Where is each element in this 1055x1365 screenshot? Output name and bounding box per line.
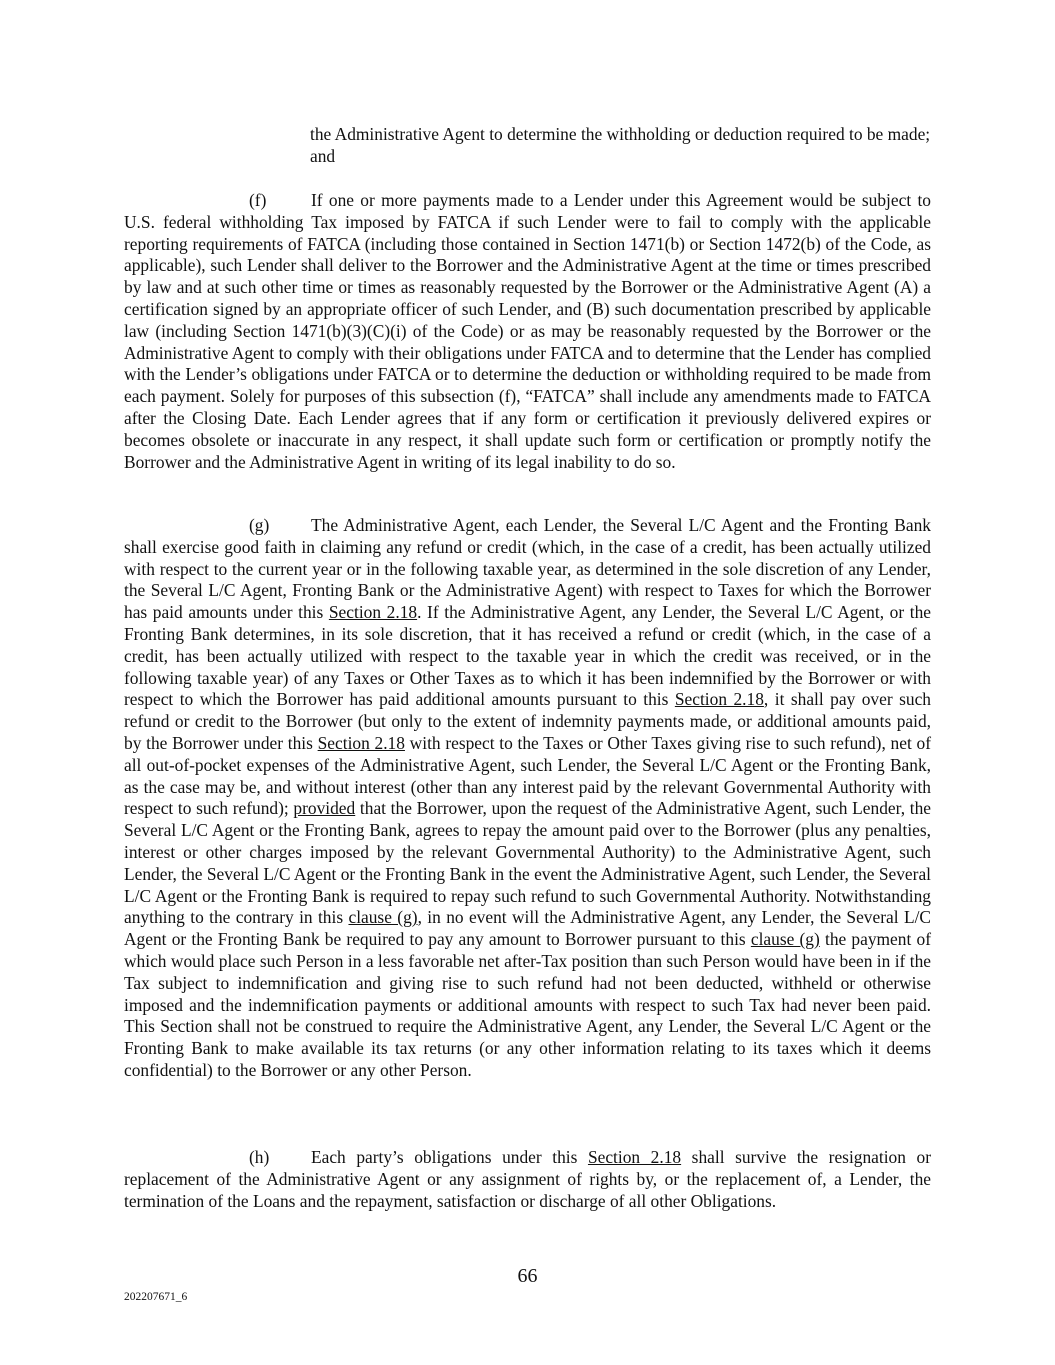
section-g-text-7: the payment of which would place such Person in a less favorable net after-Tax position than such Person would have been in if the Tax subject to indemnification and giving rise to such refund had not been deducted, withheld or otherwise imposed and the indemnification payments or additional amounts with respect to such Tax had never been paid. This Section shall not be construed to require the Administrative Agent, any Lender, the Several L/C Agent or the Fronting Bank to make available its tax returns (or any other information relating to its taxes which it deems confidential) to the Borrower or any other Person.	[124, 929, 931, 1080]
section-g-text-6: , in no event will the Administrative Agent, any Lender, the Several L/C Agent or the Fronting Bank be required to pay any amount to Borrower pursuant to this	[124, 907, 931, 950]
section-reference-link[interactable]: Section 2.18	[674, 689, 764, 710]
section-f-label: (f)	[249, 190, 267, 210]
section-g-text-5: that the Borrower, upon the request of the Administrative Agent, such Lender, the Several L/C Agent or the Fronting Bank, agrees to repay the amount paid over to the Borrower (plus any penalties, interest or other charges imposed by the relevant Governmental Authority) to the Administrative Agent, such Lender, the Several L/C Agent or the Fronting Bank in the event the Administrative Agent, such Lender, the Several L/C Agent or the Fronting Bank is required to repay such refund to such Governmental Authority. Notwithstanding anything to the contrary in this	[124, 798, 931, 928]
section-h-text-2: shall survive the resignation or replacement of the Administrative Agent or any assignment of rights by, or the replacement of, a Lender, the termination of the Loans and the repayment, satisfaction or discharge of all other Obligations.	[124, 1147, 931, 1211]
section-g-paragraph	[124, 515, 931, 1082]
section-h-paragraph	[124, 1147, 931, 1212]
section-h-label: (h)	[249, 1147, 270, 1167]
continuation-paragraph	[310, 124, 931, 168]
clause-reference-link[interactable]: clause (g)	[348, 907, 418, 928]
clause-reference-link[interactable]: clause (g)	[750, 929, 820, 950]
section-g-text-2: . If the Administrative Agent, any Lender, the Several L/C Agent, or the Fronting Bank determines, in its sole discretion, that it has received a refund or credit (which, in the case of a credit, has been actually utilized with respect to the taxable year in which the credit was received, or in the following taxable year) of any Taxes or Other Taxes as to which it has been indemnified by the Borrower or with respect to which the Borrower has paid additional amounts pursuant to this	[124, 602, 932, 710]
section-h-text-1: Each party’s obligations under this	[311, 1147, 588, 1167]
section-g-text-4: with respect to the Taxes or Other Taxes giving rise to such refund), net of all out-of-pocket expenses of the Administrative Agent, such Lender, the Several L/C Agent or the Fronting Bank, as the case may be, and without interest (other than any interest paid by the relevant Governmental Authority with respect to such refund);	[124, 732, 932, 819]
section-reference-link[interactable]: Section 2.18	[328, 602, 418, 623]
provided-term: provided	[293, 798, 356, 819]
section-g-text-3: , it shall pay over such refund or credit to the Borrower (but only to the extent of indemnity payments made, or additional amounts paid, by the Borrower under this	[124, 689, 931, 753]
document-id: 202207671_6	[124, 1291, 188, 1303]
section-reference-link[interactable]: Section 2.18	[587, 1147, 682, 1167]
section-f-paragraph	[124, 190, 931, 473]
section-g-text-1: The Administrative Agent, each Lender, the Several L/C Agent and the Fronting Bank shall exercise good faith in claiming any refund or credit (which, in the case of a credit, has been actually utilized with respect to the current year or in the following taxable year, as determined in the sole discretion of any Lender, the Several L/C Agent, Fronting Bank or the Administrative Agent) with respect to Taxes for which the Borrower has paid amounts under this	[124, 515, 931, 623]
continuation-text: the Administrative Agent to determine the withholding or deduction required to be made; and	[310, 124, 931, 166]
section-g-label: (g)	[249, 515, 270, 535]
page-number: 66	[517, 1265, 538, 1287]
section-reference-link[interactable]: Section 2.18	[317, 732, 405, 753]
section-f-text: If one or more payments made to a Lender under this Agreement would be subject to U.S. federal withholding Tax imposed by FATCA if such Lender were to fail to comply with the applicable reporting requirements of FATCA (including those contained in Section 1471(b) or Section 1472(b) of the Code, as applicable), such Lender shall deliver to the Borrower and the Administrative Agent at the time or times prescribed by law and at such other time or times as reasonably requested by the Borrower or the Administrative Agent (A) a certification signed by an appropriate officer of such Lender, and (B) such documentation prescribed by applicable law (including Section 1471(b)(3)(C)(i) of the Code) or as may be reasonably requested by the Borrower or the Administrative Agent to comply with their obligations under FATCA and to determine that the Lender has complied with the Lender’s obligations under FATCA or to determine the deduction or withholding required to be made from each payment. Solely for purposes of this subsection (f), “FATCA” shall include any amendments made to FATCA after the Closing Date. Each Lender agrees that if any form or certification it previously delivered expires or becomes obsolete or inaccurate in any respect, it shall update such form or certification or promptly notify the Borrower and the Administrative Agent in writing of its legal inability to do so.	[124, 190, 931, 472]
